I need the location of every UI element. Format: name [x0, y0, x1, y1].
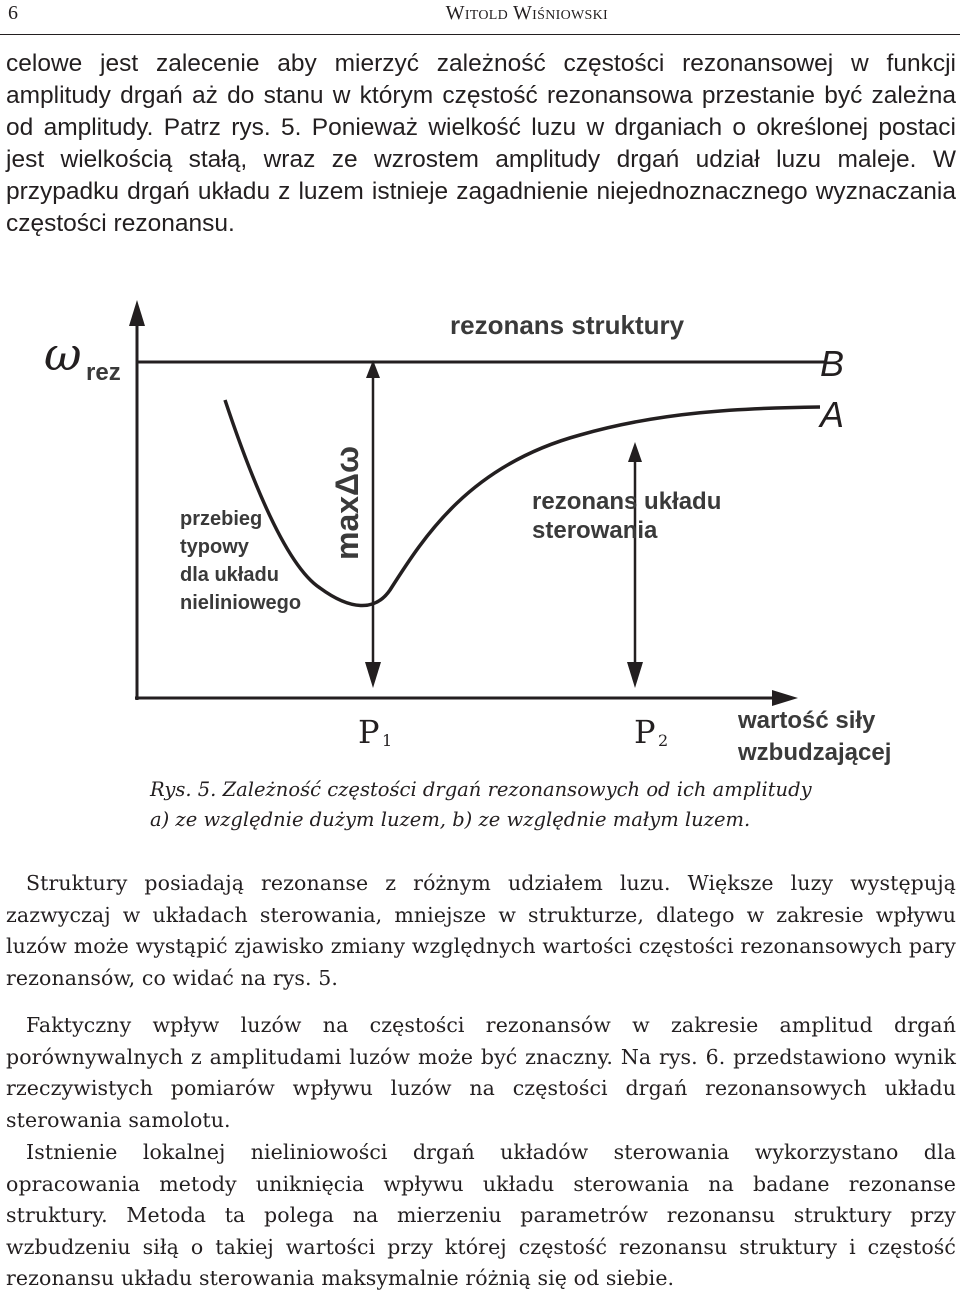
structure-resonance-label: rezonans struktury — [450, 310, 685, 340]
caption-line-1: Rys. 5. Zależność częstości drgań rezonansowych od ich amplitudy — [150, 778, 812, 801]
curve-b-label: B — [820, 343, 845, 384]
paragraph-4: Istnienie lokalnej nieliniowości drgań układów sterowania wykorzystano dla opracowania metody uniknięcia wpływu układu sterowania na badane rezonanse struktury. Metoda ta polega na mierzeniu parametrów rezonansu struktury przy wzbudzeniu siłą o takiej wartości przy której częstość rezonansu struktury i częstość rezonansu układu sterowania maksymalnie różnią się od siebie. — [6, 1140, 956, 1290]
p1-label: P — [358, 713, 380, 751]
paragraph-1: celowe jest zalecenie aby mierzyć zależność częstości rezonansowej w funkcji amplitudy drgań aż do stanu w którym częstość rezonansowa przestanie być zależna od amplitudy. Patrz rys. 5. Ponieważ wielkość luzu w drganiach o określonej postaci jest wielkością stałą, wraz ze wzrostem amplitudy drgań udział luzu maleje. W przypadku drgań układu z luzem istnieje zagadnienie niejednoznacznego wyznaczania częstości rezonansu. — [6, 50, 956, 237]
control-resonance-label-line2: sterowania — [532, 517, 658, 544]
page-number: 6 — [8, 2, 18, 24]
nonlinear-note-line1: przebieg — [180, 508, 263, 530]
paragraph-3: Faktyczny wpływ luzów na częstości rezonansów w zakresie amplitud drgań porównywalnych z amplitudami luzów może być znaczny. Na rys. 6. przedstawiono wynik rzeczywistych pomiarów wpływu luzów na częstości drgań rezonansowych układu sterowania samolotu. — [6, 1013, 956, 1132]
diagram-svg — [20, 300, 940, 770]
p1-subscript: 1 — [382, 731, 393, 750]
x-axis-label-line1: wartość siły — [738, 707, 876, 734]
nonlinear-note-line4: nieliniowego — [180, 592, 302, 614]
caption-line-2: a) ze względnie dużym luzem, b) ze względnie małym luzem. — [150, 808, 751, 831]
y-axis-subscript-label: rez — [86, 359, 121, 386]
y-axis-arrowhead — [129, 300, 145, 326]
nonlinear-note-line2: typowy — [180, 536, 249, 558]
x-axis-label-line2: wzbudzającej — [738, 739, 892, 766]
max-delta-omega-label: maxΔω — [329, 445, 365, 560]
control-resonance-label-line1: rezonans układu — [532, 488, 722, 515]
curve-a-label: A — [820, 394, 845, 435]
header-rule — [0, 34, 960, 35]
resonance-curve — [225, 400, 820, 606]
p2-subscript: 2 — [658, 731, 669, 750]
figure-caption — [150, 775, 850, 835]
y-axis-omega-label: ω — [44, 327, 82, 381]
p2-arrow-top — [628, 442, 642, 462]
paragraph-2: Struktury posiadają rezonanse z różnym udziałem luzu. Większe luzy występują zazwyczaj w układach sterowania, mniejsze w strukturze, dlatego w zakresie wpływu luzów może wystąpić zjawisko zmiany względnych wartości częstości rezonansowych pary rezonansów, co widać na rys. 5. — [6, 871, 956, 990]
p2-label: P — [634, 713, 656, 751]
p2-arrow-bottom — [627, 662, 643, 688]
max-delta-arrow-bottom — [365, 662, 381, 688]
figure-resonance-diagram — [20, 300, 940, 770]
nonlinear-note-line3: dla układu — [180, 564, 279, 586]
x-axis-arrowhead — [772, 690, 798, 706]
running-head-author: Witold Wiśniowski — [445, 2, 608, 24]
